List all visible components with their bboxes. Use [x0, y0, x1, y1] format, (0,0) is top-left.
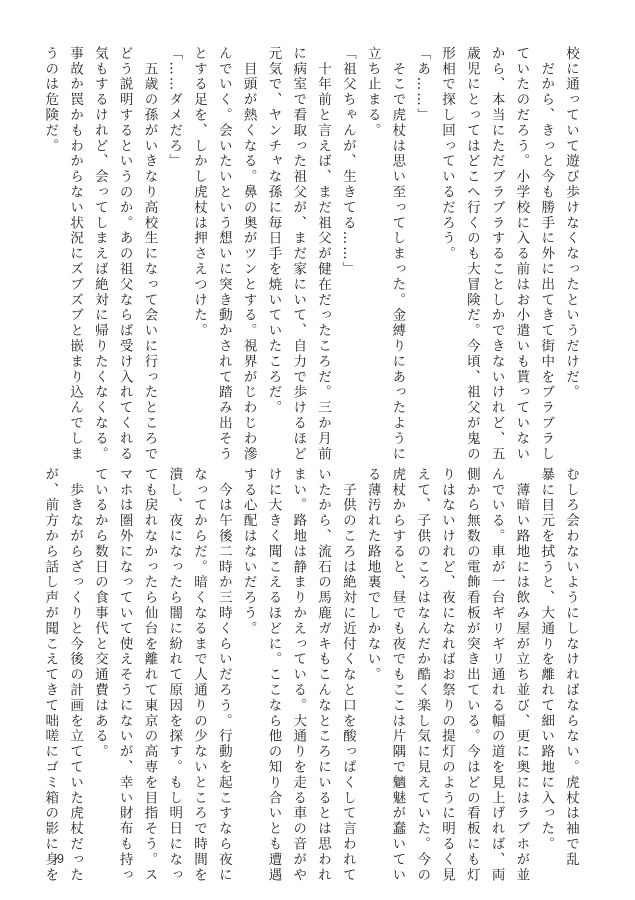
text-line: に病室で看取った祖父が、まだ家にいて、自力で歩けるほど [290, 46, 307, 462]
text-line: 目頭が熱くなる。鼻の奥がツンとする。視界がじわじわ滲 [240, 46, 257, 462]
text-line: る薄汚れた路地裏でしかない。 [364, 467, 381, 683]
text-line: 側から無数の電飾看板が突き出ている。今はどの看板にも灯 [463, 467, 480, 883]
text-line: むしろ会わないようにしなければならない。虎杖は袖で乱 [563, 467, 579, 868]
text-line: とする足を、しかし虎杖は押さえつけた。 [191, 46, 208, 339]
text-line: 今は午後二時か三時くらいだろう。行動を起こすなら夜に [215, 467, 232, 883]
text-line: うのは危険だ。 [42, 46, 59, 154]
text-line: 気もするけれど、会ってしまえば絶対に帰りたくなくなる。 [91, 46, 108, 462]
text-line: が、前方から話し声が聞こえてきて咄嗟にゴミ箱の影に身を [42, 467, 59, 883]
text-line: 潰し、夜になったら闇に紛れて原因を探す。もし明日になっ [166, 467, 183, 883]
text-line: んでいく。会いたいという想いに突き動かされて踏み出そう [215, 46, 232, 462]
text-line: けに大きく聞こえるほどに。ここなら他の知り合いとも遭遇 [265, 467, 282, 883]
text-line: 歩きながらざっくりと今後の計画を立てていた虎杖だった [67, 467, 84, 883]
text-line: 五歳の孫がいきなり高校生になって会いに行ったところで [141, 46, 158, 462]
text-line: そこで虎杖は思い至ってしまった。金縛りにあったように [389, 46, 406, 462]
text-line: なってからだ。暗くなるまで人通りの少ないところで時間を [191, 467, 208, 883]
text-line: 「祖父ちゃんが、生きてる……」 [339, 46, 356, 277]
text-line: んでいる。車が一台ギリギリ通れる幅の道を見上げれば、両 [488, 467, 505, 883]
text-line: 「あ……」 [414, 46, 431, 123]
text-line: 元気で、ヤンチャな孫に毎日手を焼いていたころだ。 [265, 46, 282, 416]
text-line: りはないけれど、夜になればお祭りの提灯のように明るく見 [439, 467, 456, 883]
lower-text-block [42, 467, 583, 883]
text-line: 子供のころは絶対に近付くなと口を酸っぱくして言われて [339, 467, 356, 883]
page-number: 9 [57, 852, 64, 866]
text-line: 「……ダメだろ」 [166, 46, 183, 170]
text-line: 歳児にとってはどこへ行くのも大冒険だ。今頃、祖父が鬼の [463, 46, 480, 462]
text-line: マホは圏外になっていて使えそうにないが、幸い財布も持っ [116, 467, 133, 883]
text-line: ていたのだろう。小学校に入る前はお小遣いも貰っていない [513, 46, 530, 462]
text-line: 形相で探し回っているだろう。 [439, 46, 456, 262]
text-line: だから、きっと今も勝手に外に出てきて街中をブラブラし [538, 46, 555, 462]
text-line: 虎杖からすると、昼でも夜でもここは片隅で魑魅が蠢いてい [389, 467, 406, 883]
text-line: いたから、流石の馬鹿ガキもこんなところにいるとは思われ [315, 467, 332, 883]
text-line: 薄暗い路地には飲み屋が立ち並び、更に奥にはラブホが並 [513, 467, 530, 883]
text-line: から、本当にただブラブラすることしかできないけれど、五 [488, 46, 505, 462]
text-line: 事故か罠かもわからない状況にズブズブと嵌まり込んでしま [67, 46, 84, 462]
text-line: ても戻れなかったら仙台を離れて東京の高専を目指そう。ス [141, 467, 158, 883]
text-line: えて、子供のころはなんだか酷く楽し気に見えていた。今の [414, 467, 431, 883]
text-line: どう説明するというのか。あの祖父ならば受け入れてくれる [116, 46, 133, 462]
text-line: 暴に目元を拭うと、大通りを離れて細い路地に入った。 [538, 467, 555, 852]
text-line: 十年前と言えば、まだ祖父が健在だったころだ。三か月前 [315, 46, 332, 462]
text-line: 校に通っていて遊び歩けなくなったというだけだ。 [563, 46, 579, 401]
text-line: する心配はないだろう。 [240, 467, 257, 637]
text-line: 立ち止まる。 [364, 46, 381, 139]
text-line: ているから数日の食事代と交通費はある。 [91, 467, 108, 760]
upper-text-block [42, 46, 583, 462]
text-line: まい。路地は静まりかえっている。大通りを走る車の音がや [290, 467, 307, 883]
